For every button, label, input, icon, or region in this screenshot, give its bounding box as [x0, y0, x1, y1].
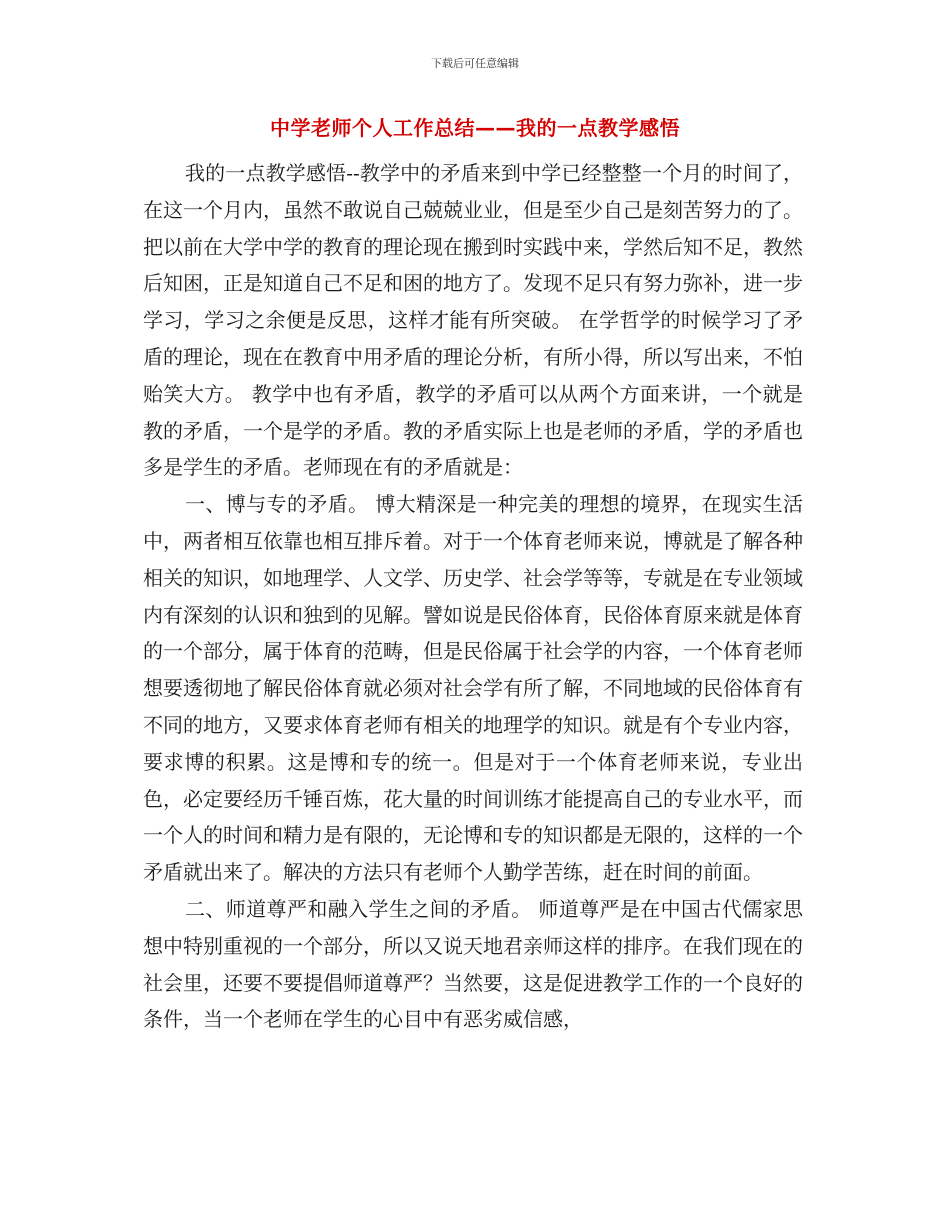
document-body: [143, 155, 803, 1038]
document-title: 中学老师个人工作总结——我的一点教学感悟: [270, 116, 680, 140]
paragraph-teacher-dignity: 二、师道尊严和融入学生之间的矛盾。 师道尊严是在中国古代儒家思想中特别重视的一个部分，所以又说天地君亲师这样的排序。在我们现在的社会里，还要不要提倡师道尊严？当然要，这是促进教学工作的一个良好的条件，当一个老师在学生的心目中有恶劣威信感，: [143, 896, 803, 1032]
paragraph-breadth-vs-depth: 一、博与专的矛盾。 博大精深是一种完美的理想的境界，在现实生活中，两者相互依靠也相互排斥着。对于一个体育老师来说，博就是了解各种相关的知识，如地理学、人文学、历史学、社会学等等，专就是在专业领域内有深刻的认识和独到的见解。譬如说是民俗体育，民俗体育原来就是体育的一个部分，属于体育的范畴，但是民俗属于社会学的内容，一个体育老师想要透彻地了解民俗体育就必须对社会学有所了解，不同地域的民俗体育有不同的地方，又要求体育老师有相关的地理学的知识。就是有个专业内容，要求博的积累。这是博和专的统一。但是对于一个体育老师来说，专业出色，必定要经历千锤百炼，花大量的时间训练才能提高自己的专业水平，而一个人的时间和精力是有限的，无论博和专的知识都是无限的，这样的一个矛盾就出来了。解决的方法只有老师个人勤学苦练，赶在时间的前面。: [143, 492, 803, 885]
header-note: 下载后可任意编辑: [431, 57, 519, 70]
paragraph-intro: 我的一点教学感悟--教学中的矛盾来到中学已经整整一个月的时间了，在这一个月内，虽然不敢说自己兢兢业业，但是至少自己是刻苦努力的了。把以前在大学中学的教育的理论现在搬到时实践中来，学然后知不足，教然后知困，正是知道自己不足和困的地方了。发现不足只有努力弥补，进一步学习，学习之余便是反思，这样才能有所突破。 在学哲学的时候学习了矛盾的理论，现在在教育中用矛盾的理论分析，有所小得，所以写出来，不怕贻笑大方。 教学中也有矛盾，教学的矛盾可以从两个方面来讲，一个就是教的矛盾，一个是学的矛盾。教的矛盾实际上也是老师的矛盾，学的矛盾也多是学生的矛盾。老师现在有的矛盾就是：: [143, 161, 803, 480]
